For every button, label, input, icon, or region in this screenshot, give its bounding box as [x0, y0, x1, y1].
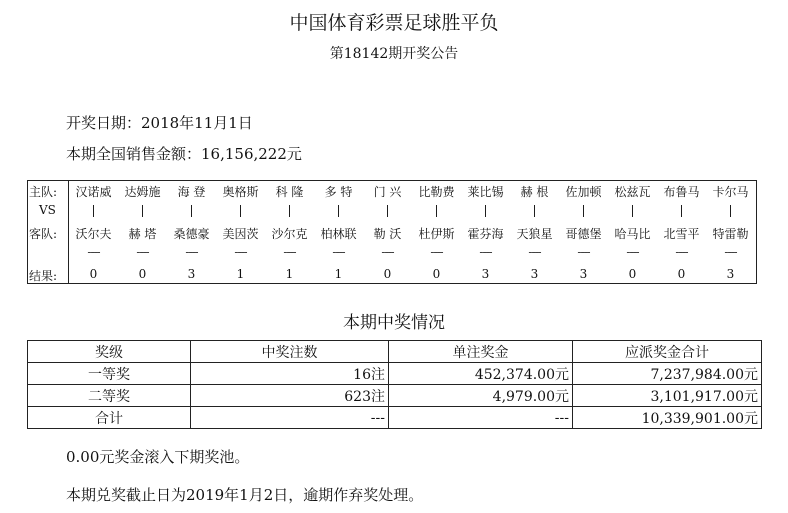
match-result: 3	[726, 267, 735, 281]
sales-amount: 本期全国销售金额：16,156,222元	[66, 145, 302, 163]
total-prize: 3,101,917.00元	[573, 385, 762, 407]
away-team: 桑德豪	[173, 227, 210, 241]
match-grid	[27, 180, 757, 284]
total-prize: 10,339,901.00元	[573, 407, 762, 429]
vs-separator: |	[91, 203, 96, 217]
winner-count: ---	[191, 407, 389, 429]
away-team: 柏林联	[320, 227, 357, 241]
home-team: 科 隆	[275, 185, 304, 199]
home-team: 奥格斯	[222, 185, 259, 199]
dash-separator: ----	[136, 245, 149, 259]
match-result: 3	[579, 267, 588, 281]
dash-separator: ----	[724, 245, 737, 259]
away-team-label: 客队:	[29, 227, 58, 241]
away-team: 沙尔克	[271, 227, 308, 241]
away-team: 北雪平	[663, 227, 700, 241]
dash-separator: ----	[675, 245, 688, 259]
vs-separator: |	[189, 203, 194, 217]
match-result: 0	[677, 267, 686, 281]
header-total: 应派奖金合计	[573, 341, 762, 363]
home-team: 赫 根	[520, 185, 549, 199]
away-team: 美因茨	[222, 227, 259, 241]
dash-separator: ----	[283, 245, 296, 259]
vs-separator: |	[679, 203, 684, 217]
vs-separator: |	[238, 203, 243, 217]
deadline-note: 本期兑奖截止日为2019年1月2日，逾期作弃奖处理。	[66, 486, 424, 504]
match-result: 1	[334, 267, 343, 281]
home-team: 门 兴	[373, 185, 402, 199]
header-level: 奖级	[28, 341, 191, 363]
issue-subtitle: 第18142期开奖公告	[329, 46, 459, 62]
dash-separator: ----	[430, 245, 443, 259]
draw-date: 开奖日期：2018年11月1日	[66, 114, 253, 132]
prize-level: 合计	[28, 407, 191, 429]
match-result: 3	[187, 267, 196, 281]
unit-prize: ---	[389, 407, 573, 429]
dash-separator: ----	[528, 245, 541, 259]
dash-separator: ----	[381, 245, 394, 259]
home-team: 卡尔马	[712, 185, 749, 199]
winner-count: 623注	[191, 385, 389, 407]
vs-separator: |	[140, 203, 145, 217]
home-team: 莱比锡	[467, 185, 504, 199]
dash-separator: ----	[479, 245, 492, 259]
vs-separator: |	[630, 203, 635, 217]
match-result: 0	[628, 267, 637, 281]
home-team: 汉诺威	[75, 185, 112, 199]
prize-level: 一等奖	[28, 363, 191, 385]
match-result: 3	[530, 267, 539, 281]
dash-separator: ----	[185, 245, 198, 259]
match-result: 0	[432, 267, 441, 281]
away-team: 特雷勒	[712, 227, 749, 241]
vs-label: VS	[39, 203, 56, 217]
unit-prize: 4,979.00元	[389, 385, 573, 407]
prize-table-header	[28, 341, 762, 363]
dash-separator: ----	[332, 245, 345, 259]
match-result: 1	[236, 267, 245, 281]
match-result: 1	[285, 267, 294, 281]
match-result: 0	[89, 267, 98, 281]
home-team: 松兹瓦	[614, 185, 651, 199]
vs-separator: |	[581, 203, 586, 217]
home-team: 多 特	[324, 185, 353, 199]
vs-separator: |	[728, 203, 733, 217]
away-team: 杜伊斯	[418, 227, 455, 241]
home-team: 达姆施	[124, 185, 161, 199]
vs-separator: |	[287, 203, 292, 217]
table-row	[28, 407, 762, 429]
prize-level: 二等奖	[28, 385, 191, 407]
away-team: 勒 沃	[373, 227, 402, 241]
unit-prize: 452,374.00元	[389, 363, 573, 385]
dash-separator: ----	[87, 245, 100, 259]
home-team: 布鲁马	[663, 185, 700, 199]
match-result: 0	[383, 267, 392, 281]
home-team-label: 主队:	[29, 185, 58, 199]
result-label: 结果:	[29, 269, 58, 283]
header-unit-prize: 单注奖金	[389, 341, 573, 363]
away-team: 霍芬海	[467, 227, 504, 241]
match-result: 3	[481, 267, 490, 281]
page-title: 中国体育彩票足球胜平负	[289, 12, 499, 34]
prize-section-title: 本期中奖情况	[343, 313, 445, 333]
vs-separator: |	[532, 203, 537, 217]
dash-separator: ----	[234, 245, 247, 259]
away-team: 哈马比	[614, 227, 651, 241]
winner-count: 16注	[191, 363, 389, 385]
away-team: 赫 塔	[128, 227, 157, 241]
vs-separator: |	[483, 203, 488, 217]
match-result: 0	[138, 267, 147, 281]
vs-separator: |	[385, 203, 390, 217]
away-team: 沃尔夫	[75, 227, 112, 241]
away-team: 天狼星	[516, 227, 553, 241]
rollover-note: 0.00元奖金滚入下期奖池。	[66, 448, 250, 466]
home-team: 佐加顿	[565, 185, 602, 199]
home-team: 海 登	[177, 185, 206, 199]
home-team: 比勒费	[418, 185, 455, 199]
vs-separator: |	[336, 203, 341, 217]
vs-separator: |	[434, 203, 439, 217]
dash-separator: ----	[577, 245, 590, 259]
prize-table	[27, 340, 762, 429]
header-count: 中奖注数	[191, 341, 389, 363]
dash-separator: ----	[626, 245, 639, 259]
total-prize: 7,237,984.00元	[573, 363, 762, 385]
away-team: 哥德堡	[565, 227, 602, 241]
table-row	[28, 363, 762, 385]
table-row	[28, 385, 762, 407]
